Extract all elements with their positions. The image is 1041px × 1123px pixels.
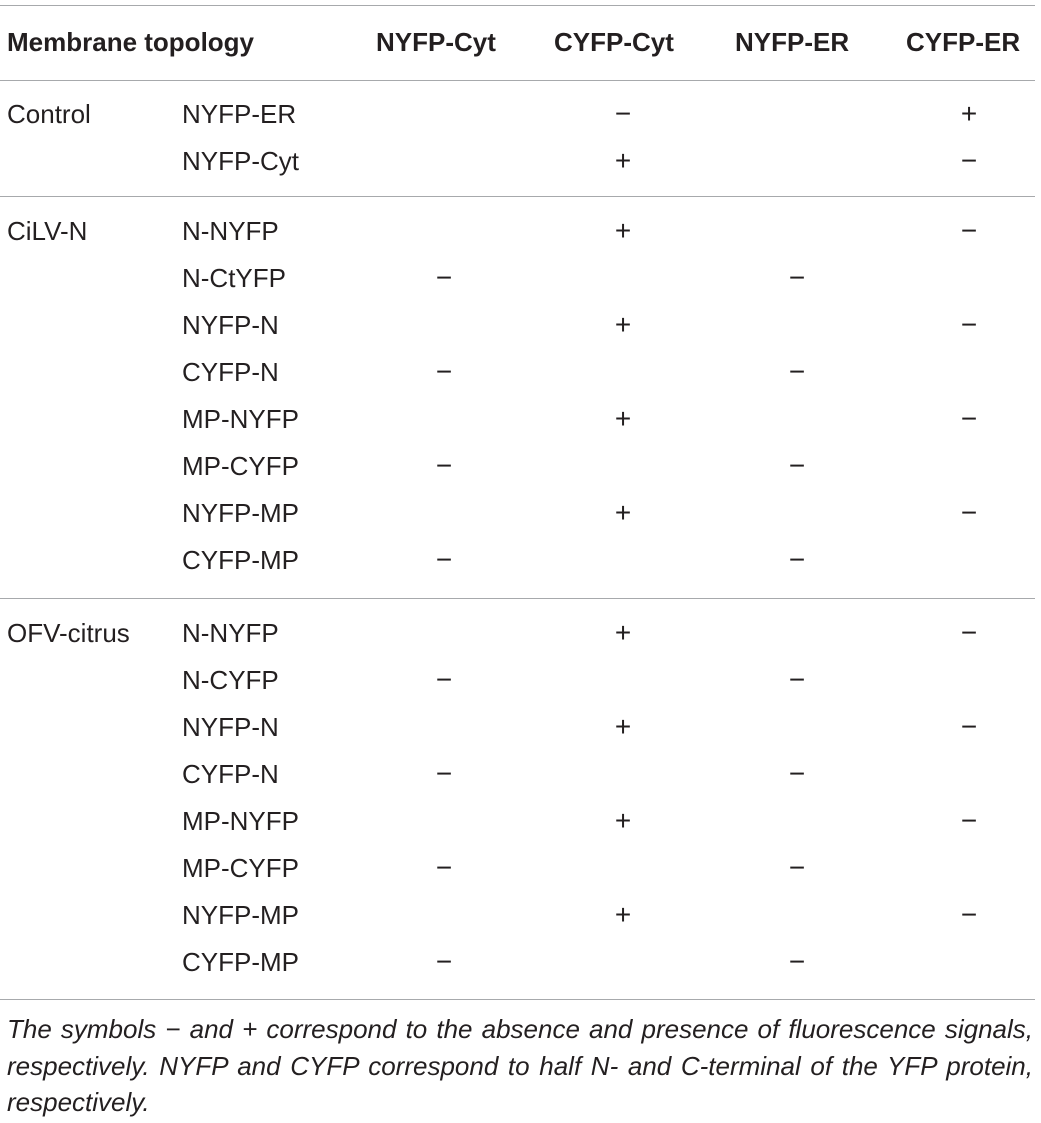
header-nyfp-cyt: NYFP-Cyt — [376, 27, 496, 57]
result-cyfp-cyt: + — [614, 617, 632, 648]
result-nyfp-er: − — [788, 852, 806, 883]
result-cyfp-cyt: + — [614, 497, 632, 528]
result-cyfp-cyt: + — [614, 403, 632, 434]
result-cyfp-cyt: + — [614, 899, 632, 930]
result-cyfp-er: − — [960, 215, 978, 246]
table-row — [0, 615, 1041, 662]
construct-label: MP-NYFP — [182, 404, 299, 434]
construct-label: CYFP-N — [182, 357, 279, 387]
result-nyfp-cyt: − — [435, 544, 453, 575]
result-cyfp-er: − — [960, 899, 978, 930]
table-row — [0, 307, 1041, 354]
result-cyfp-cyt: + — [614, 145, 632, 176]
construct-label: N-CtYFP — [182, 263, 286, 293]
table-row — [0, 96, 1041, 143]
result-nyfp-er: − — [788, 544, 806, 575]
result-nyfp-cyt: − — [435, 664, 453, 695]
header-membrane-topology: Membrane topology — [7, 27, 255, 57]
result-cyfp-er: + — [960, 98, 978, 129]
result-nyfp-cyt: − — [435, 852, 453, 883]
table-row — [0, 897, 1041, 944]
header-rule — [0, 80, 1035, 81]
construct-label: N-NYFP — [182, 618, 279, 648]
result-nyfp-er: − — [788, 262, 806, 293]
table-row — [0, 495, 1041, 542]
result-cyfp-cyt: + — [614, 711, 632, 742]
table-row — [0, 662, 1041, 709]
construct-label: MP-NYFP — [182, 806, 299, 836]
construct-label: MP-CYFP — [182, 853, 299, 883]
result-cyfp-cyt: − — [614, 98, 632, 129]
table-row — [0, 448, 1041, 495]
table-footnote: The symbols − and + correspond to the absence and presence of fluorescence signals, respectively. NYFP and CYFP correspond to half N- and C-terminal of the YFP protein, respectively. — [7, 1014, 1033, 1117]
result-cyfp-er: − — [960, 403, 978, 434]
result-cyfp-er: − — [960, 309, 978, 340]
construct-label: CYFP-N — [182, 759, 279, 789]
result-cyfp-cyt: + — [614, 805, 632, 836]
table-row — [0, 709, 1041, 756]
table-header — [0, 0, 1041, 80]
header-cyfp-er: CYFP-ER — [906, 27, 1021, 57]
result-nyfp-cyt: − — [435, 450, 453, 481]
result-nyfp-cyt: − — [435, 946, 453, 977]
construct-label: MP-CYFP — [182, 451, 299, 481]
construct-label: NYFP-N — [182, 310, 279, 340]
construct-label: N-CYFP — [182, 665, 279, 695]
table-row — [0, 944, 1041, 991]
result-nyfp-er: − — [788, 946, 806, 977]
construct-label: NYFP-Cyt — [182, 146, 299, 176]
result-nyfp-er: − — [788, 664, 806, 695]
table-row — [0, 143, 1041, 190]
table-row — [0, 354, 1041, 401]
table-row — [0, 260, 1041, 307]
result-nyfp-er: − — [788, 758, 806, 789]
group-label: OFV-citrus — [7, 618, 130, 648]
header-cyfp-cyt: CYFP-Cyt — [554, 27, 674, 57]
construct-label: NYFP-ER — [182, 99, 297, 129]
table-row — [0, 803, 1041, 850]
construct-label: NYFP-MP — [182, 498, 299, 528]
construct-label: CYFP-MP — [182, 545, 299, 575]
construct-label: CYFP-MP — [182, 947, 299, 977]
result-cyfp-er: − — [960, 497, 978, 528]
result-cyfp-cyt: + — [614, 309, 632, 340]
result-cyfp-er: − — [960, 145, 978, 176]
result-nyfp-cyt: − — [435, 262, 453, 293]
table-row — [0, 542, 1041, 589]
result-nyfp-cyt: − — [435, 356, 453, 387]
result-cyfp-er: − — [960, 617, 978, 648]
group-divider — [0, 196, 1035, 197]
result-cyfp-er: − — [960, 805, 978, 836]
construct-label: N-NYFP — [182, 216, 279, 246]
result-nyfp-er: − — [788, 356, 806, 387]
table-bottom-rule — [0, 999, 1035, 1000]
table-row — [0, 756, 1041, 803]
table-row — [0, 213, 1041, 260]
group-label: Control — [7, 99, 91, 129]
table-row — [0, 850, 1041, 897]
result-nyfp-er: − — [788, 450, 806, 481]
result-cyfp-cyt: + — [614, 215, 632, 246]
construct-label: NYFP-MP — [182, 900, 299, 930]
group-label: CiLV-N — [7, 216, 88, 246]
header-nyfp-er: NYFP-ER — [735, 27, 850, 57]
construct-label: NYFP-N — [182, 712, 279, 742]
group-divider — [0, 598, 1035, 599]
result-cyfp-er: − — [960, 711, 978, 742]
result-nyfp-cyt: − — [435, 758, 453, 789]
table-row — [0, 401, 1041, 448]
